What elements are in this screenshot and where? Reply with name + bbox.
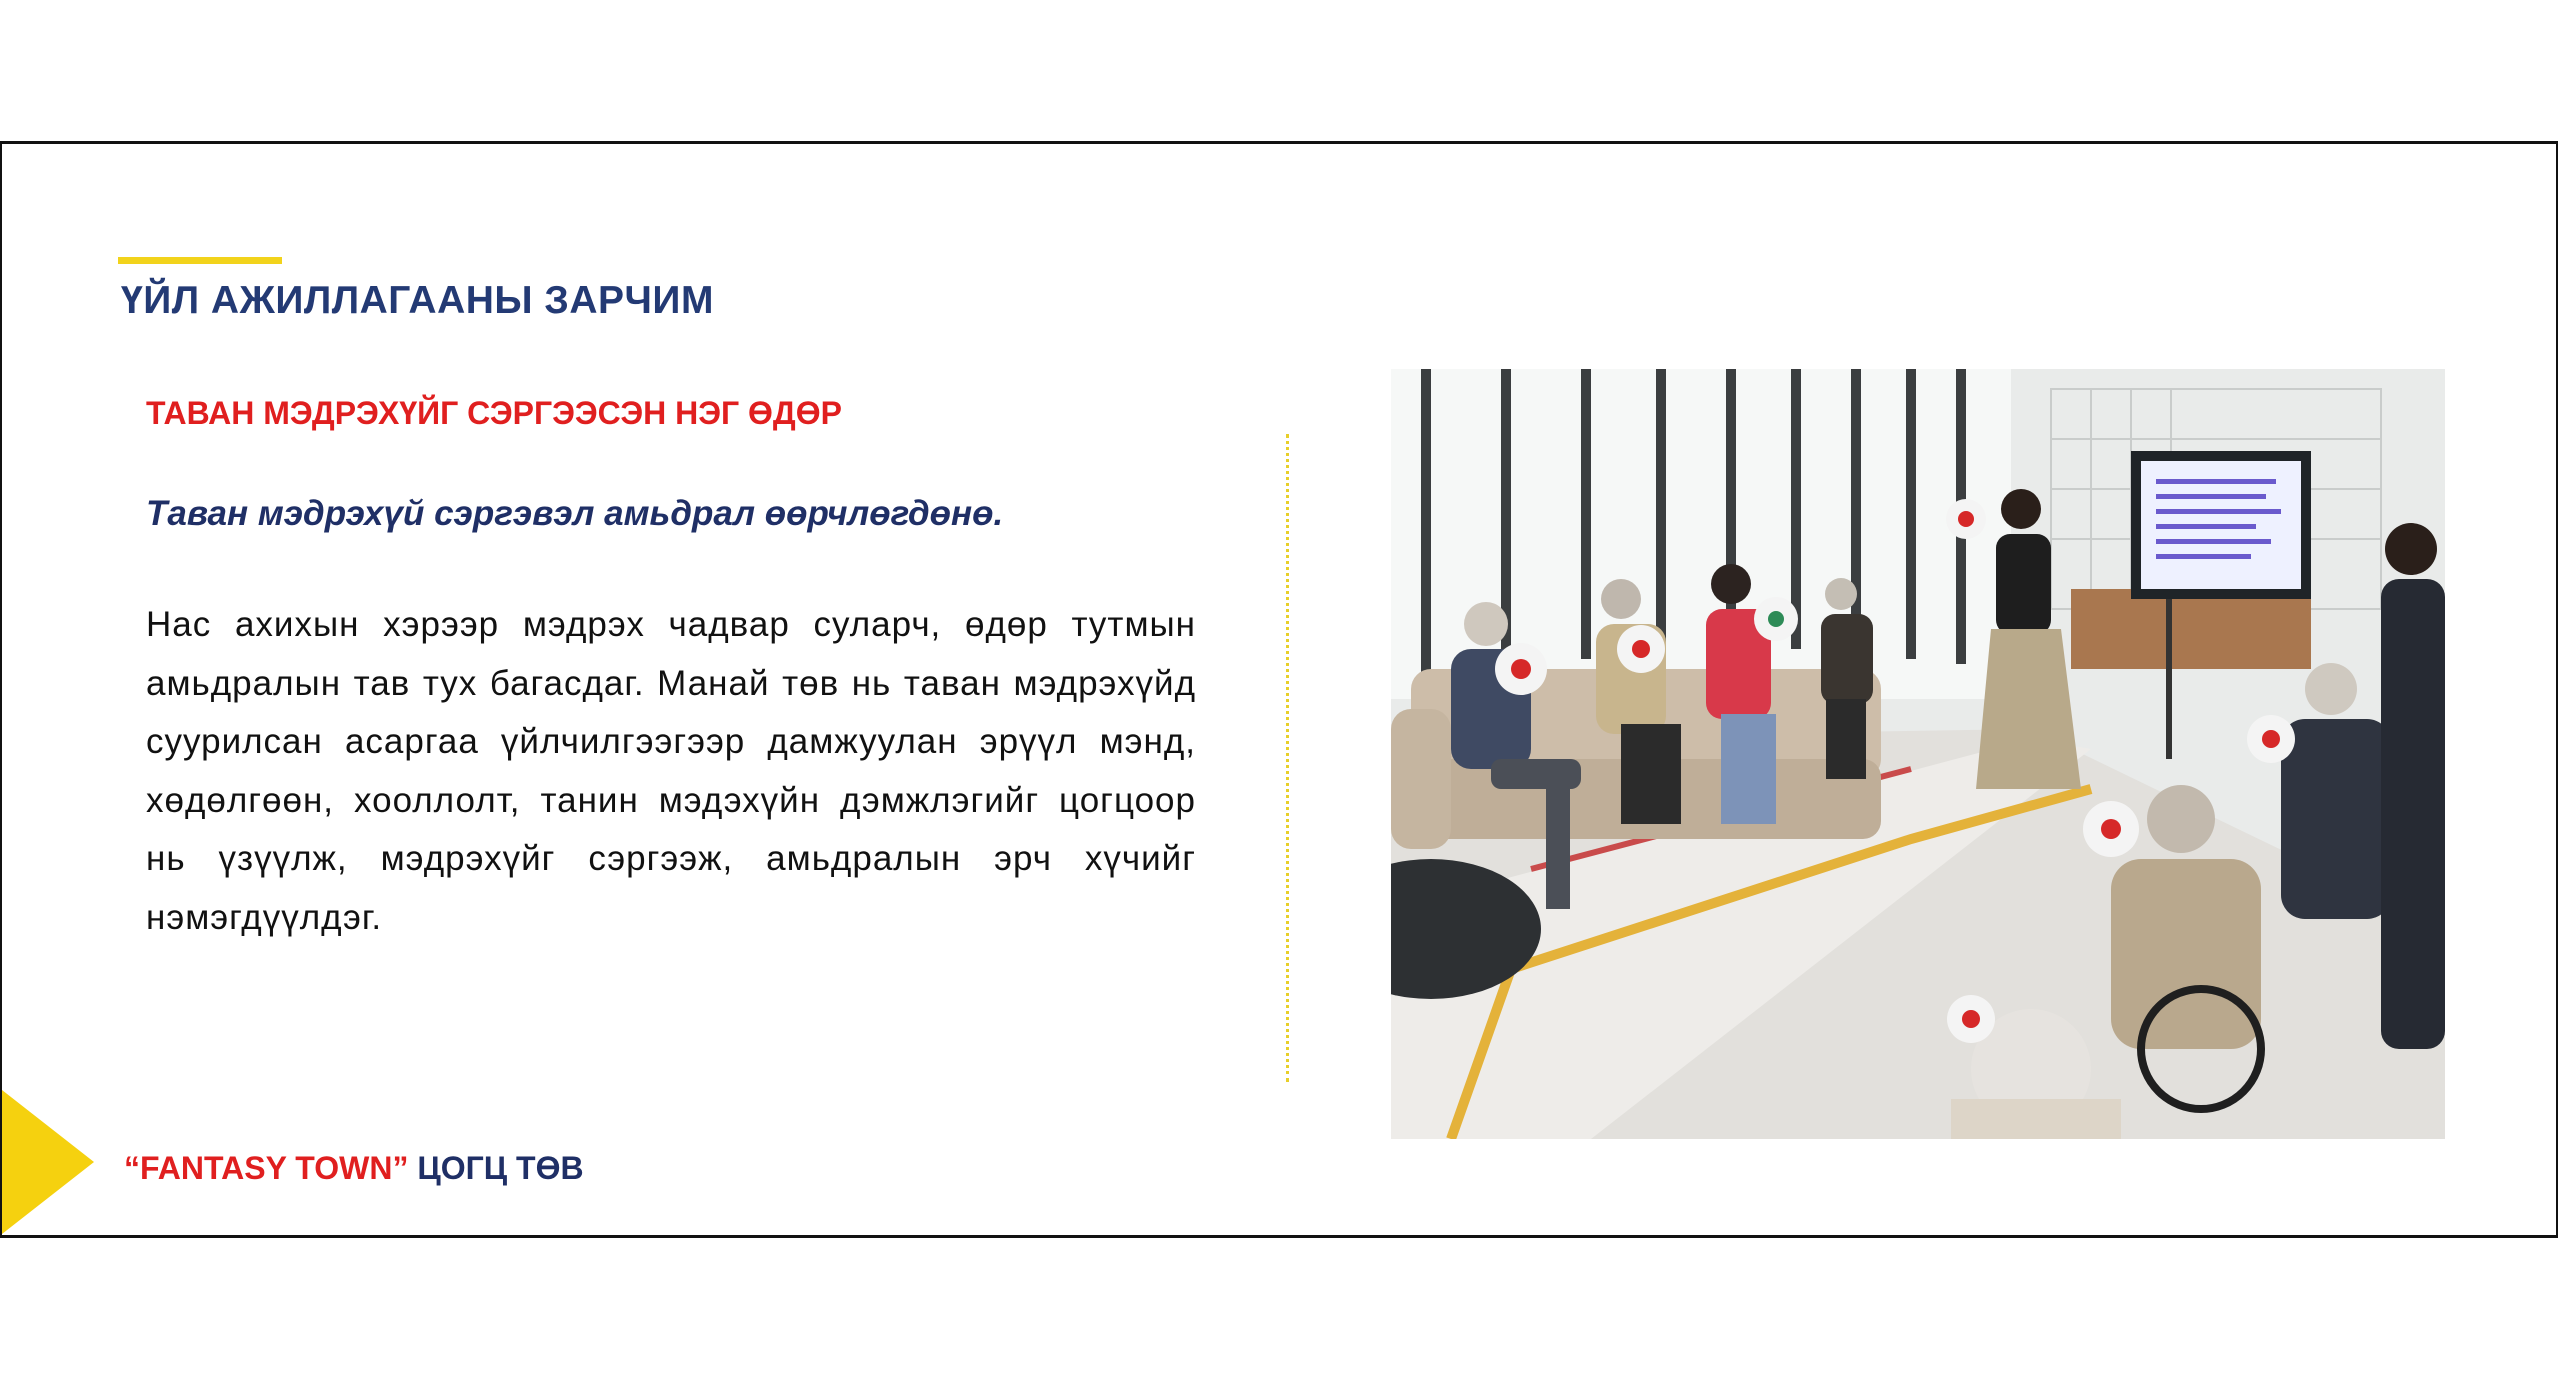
footer-brand-suffix: ЦОГЦ ТӨВ (408, 1150, 584, 1186)
presentation-slide (0, 141, 2558, 1238)
tagline: Таван мэдрэхүй сэргэвэл амьдрал өөрчлөгдөнө. (146, 494, 1004, 533)
footer-brand (124, 1150, 584, 1187)
dotted-divider (1286, 434, 1289, 1082)
title-accent-bar (118, 257, 282, 264)
body-paragraph: Нас ахихын хэрээр мэдрэх чадвар суларч, өдөр тутмын амьдралын тав тух багасдаг. Манай төв нь таван мэдрэхүйд суурилсан асаргаа үйлчилгээгээр дамжуулан эрүүл мэнд, хөдөлгөөн, хооллолт, танин мэдэхүйн дэмжлэгийг цогцоор нь үзүүлж, мэдрэхүйг сэргээж, амьдралын эрч хүчийг нэмэгдүүлдэг. (146, 605, 1196, 937)
play-triangle-icon (2, 1090, 94, 1234)
footer-brand-name: “FANTASY TOWN” (124, 1150, 409, 1186)
photo-illustration (1391, 369, 2445, 1139)
section-subtitle: ТАВАН МЭДРЭХҮЙГ СЭРГЭЭСЭН НЭГ ӨДӨР (146, 395, 842, 431)
page-title: ҮЙЛ АЖИЛЛАГААНЫ ЗАРЧИМ (121, 279, 714, 322)
activity-photo (1391, 369, 2445, 1139)
